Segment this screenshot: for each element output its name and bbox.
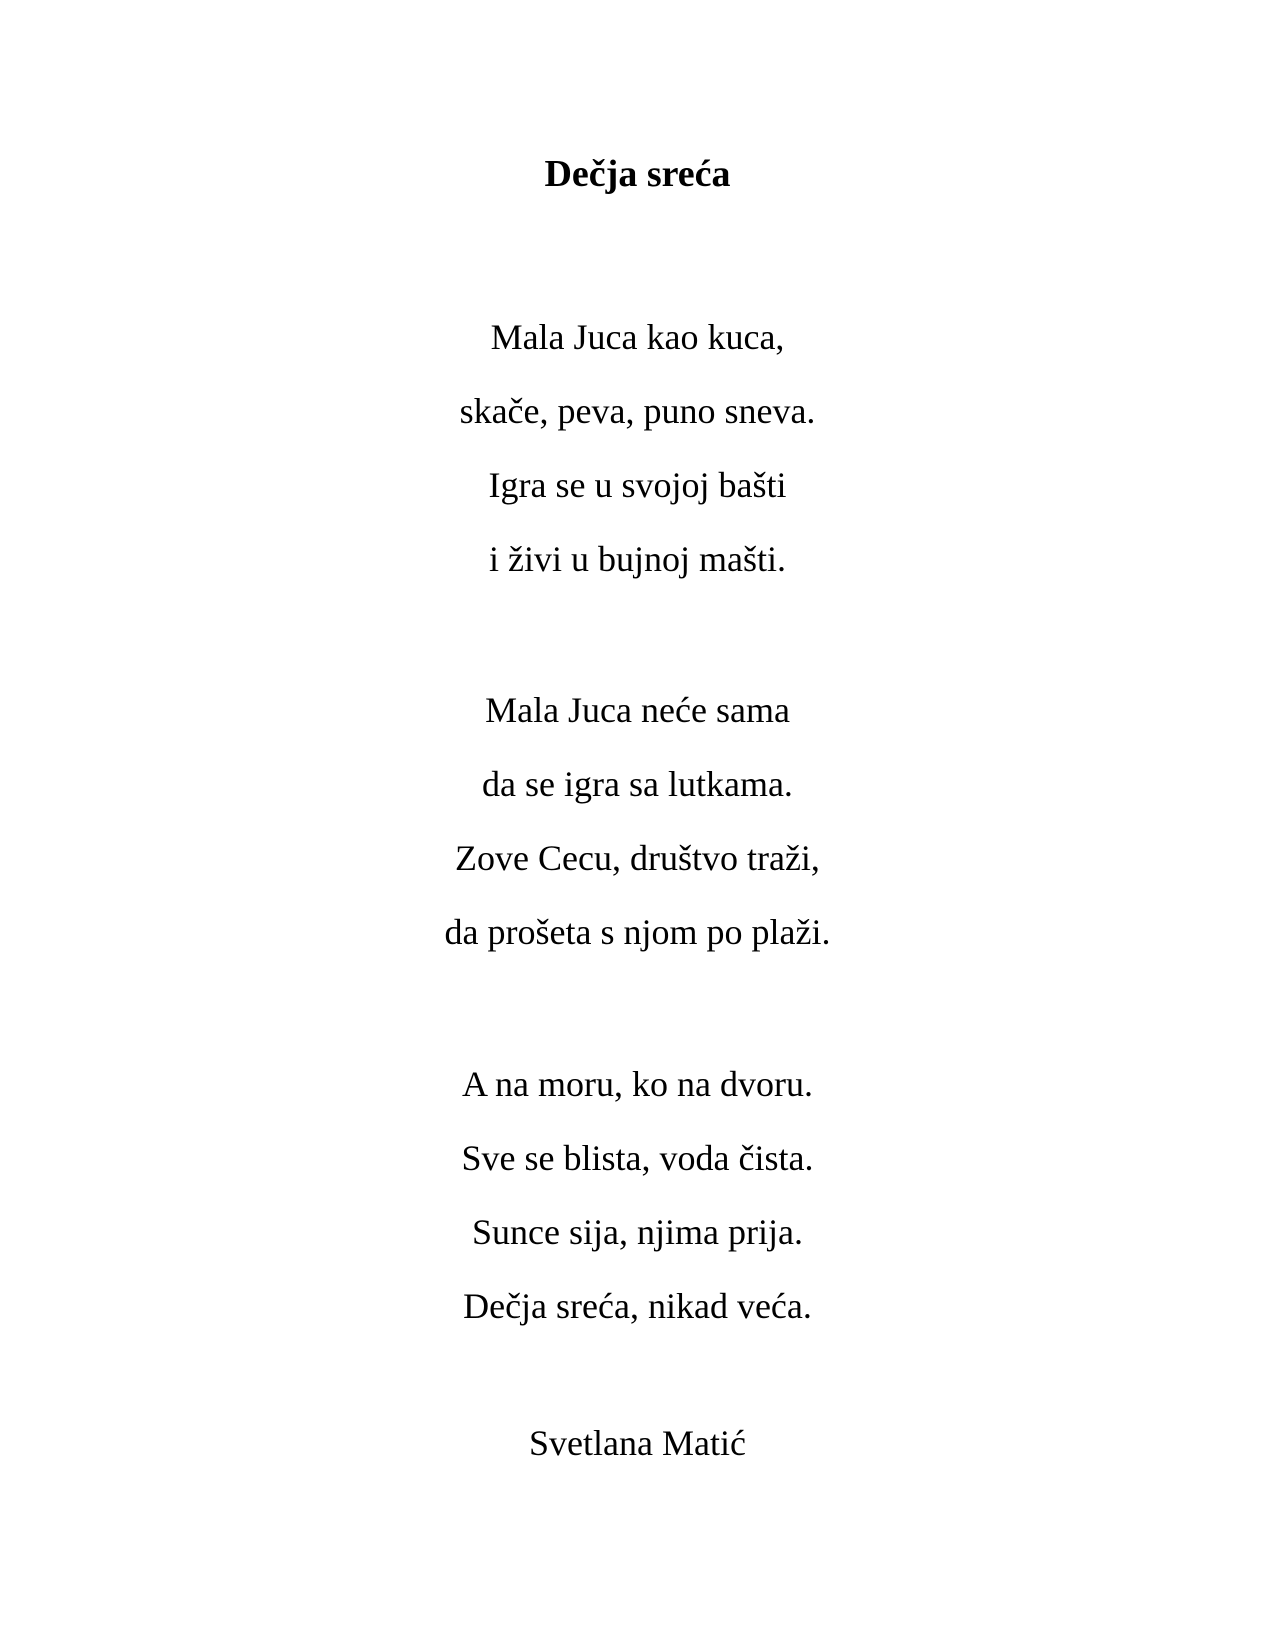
poem-line: skače, peva, puno sneva. bbox=[459, 391, 816, 431]
poem-line: da se igra sa lutkama. bbox=[482, 764, 793, 804]
poem-line: Igra se u svojoj bašti bbox=[488, 465, 787, 505]
stanza bbox=[0, 1047, 1275, 1343]
poem-author: Svetlana Matić bbox=[529, 1423, 746, 1463]
stanza bbox=[0, 673, 1275, 969]
poem-line: Sunce sija, njima prija. bbox=[472, 1212, 803, 1252]
stanza bbox=[0, 300, 1275, 596]
poem-line: Sve se blista, voda čista. bbox=[461, 1138, 814, 1178]
poem-line: i živi u bujnoj mašti. bbox=[489, 539, 786, 579]
poem-line: Zove Cecu, društvo traži, bbox=[455, 838, 820, 878]
poem-line: Mala Juca neće sama bbox=[485, 690, 790, 730]
poem-line: A na moru, ko na dvoru. bbox=[462, 1064, 813, 1104]
poem-line: Mala Juca kao kuca, bbox=[490, 317, 785, 357]
poem-line: Dečja sreća, nikad veća. bbox=[463, 1286, 812, 1326]
poem-line: da prošeta s njom po plaži. bbox=[444, 912, 831, 952]
poem-title: Dečja sreća bbox=[544, 153, 731, 195]
